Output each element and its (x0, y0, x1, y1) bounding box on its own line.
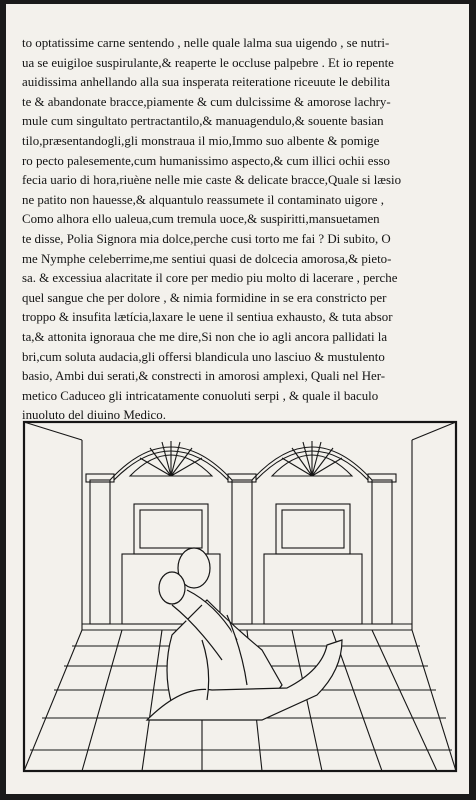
text-line: inuoluto del diuino Medico. (22, 408, 166, 423)
text-line: sa. & excessiua alacritate il core per medio piu molto di lacerare , perche (22, 271, 398, 286)
text-line: fecia uario di hora,riuène nelle mie caste & delicate bracce,Quale si læsio (22, 173, 402, 188)
text-line: me Nymphe celeberrime,me sentiui quasi de dolcecia amorosa,& pieto- (22, 251, 392, 266)
text-line: basio, Ambi dui serati,& constrecti in amorosi amplexi, Quali nel Her- (22, 369, 386, 384)
text-line: metico Caduceo gli intricatamente conuoluti serpi , & quale il baculo (22, 388, 379, 403)
text-line: ne patito non hauesse,& alquantulo reassumete il contaminato uigore , (22, 192, 384, 207)
text-line: troppo & insufita lætícia,laxare le uene il sentiua exhausto, & tuta absor (22, 310, 393, 325)
woodcut-illustration (22, 420, 458, 773)
body-text (22, 34, 458, 426)
woodcut-svg (22, 420, 458, 773)
text-line: te disse, Polia Signora mia dolce,perche cusi torto me fai ? Di subito, O (22, 231, 391, 246)
text-line: te & abandonate bracce,piamente & cum dulcissime & amorose lachry- (22, 94, 391, 109)
book-page (6, 4, 469, 794)
text-line: to optatissime carne sentendo , nelle quale lalma sua uigendo , se nutri- (22, 36, 390, 50)
text-line: mule cum singultato pertractantilo,& manuagendulo,& souente basian (22, 114, 384, 129)
text-line: ta,& attonita ignoraua che me dire,Si non che io agli ancora pallidati la (22, 329, 388, 344)
text-line: auidissima anhellando alla sua insperata reiteratione riceuute le debilita (22, 75, 390, 90)
text-line: ua se euigiloe suspirulante,& reaperte le occluse palpebre . Et io repente (22, 55, 394, 70)
text-line: tilo,præsentandogli,gli monstraua il mio,Immo suo albente & pomige (22, 133, 380, 148)
text-line: quel sangue che per dolore , & nimia formidine in se era constricto per (22, 290, 387, 305)
text-line: Como alhora ello ualeua,cum tremula uoce,& suspiritti,mansuetamen (22, 212, 380, 227)
text-line: bri,cum soluta audacia,gli offersi blandicula uno lasciuo & mustulento (22, 349, 385, 364)
text-line: ro pecto palesemente,cum humanissimo aspecto,& cum illici ochii esso (22, 153, 391, 168)
